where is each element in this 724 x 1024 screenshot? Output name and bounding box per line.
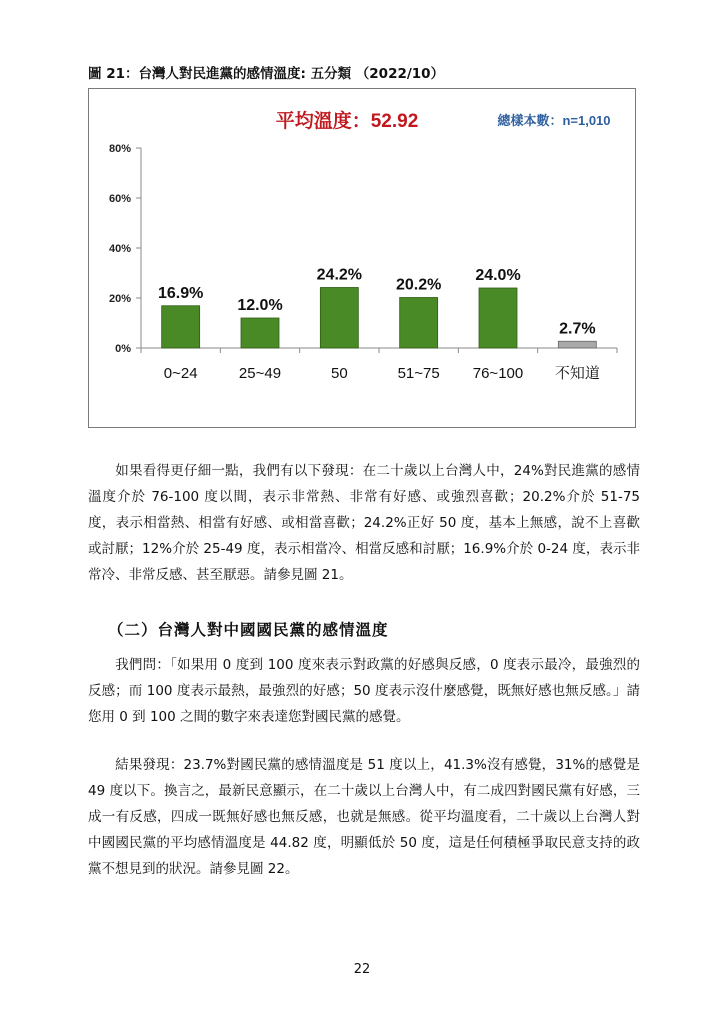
bar-0 xyxy=(162,306,200,348)
x-category-label: 76~100 xyxy=(472,365,524,382)
bar-4 xyxy=(479,288,517,348)
bar-value-label: 24.2% xyxy=(316,266,363,284)
x-category-label: 51~75 xyxy=(397,365,440,382)
section-heading: （二）台灣人對中國國民黨的感情溫度 xyxy=(108,620,389,639)
bar-1 xyxy=(241,318,279,348)
bar-value-label: 24.0% xyxy=(475,267,521,284)
x-category-label: 不知道 xyxy=(554,365,600,382)
chart-canvas xyxy=(89,89,635,427)
chart-title: 平均溫度：52.92 xyxy=(275,111,419,132)
x-category-label: 25~49 xyxy=(238,365,282,382)
page-number: 22 xyxy=(353,962,371,977)
chart-bars xyxy=(158,267,600,383)
figure-caption: 圖 21：台灣人對民進黨的感情溫度: 五分類 （2022/10） xyxy=(88,66,445,82)
paragraph-text: 結果發現：23.7%對國民黨的感情溫度是 51 度以上，41.3%沒有感覺，31%的感覺是 49 度以下。換言之，最新民意顯示，在二十歲以上台灣人中，有二成四對國民黨有好感，三成一有反感，四成一既無好感也無反感，也就是無感。從平均溫度看，二十歲以上台灣人對中國國民黨的平均感情溫度是 44.82 度，明顯低於 50 度，這是任何積極爭取民意支持的政黨不想見到的狀況。請參見圖 22。 xyxy=(88,757,640,877)
paragraph-text: 我們問：「如果用 0 度到 100 度來表示對政黨的好感與反感，0 度表示最冷，最強烈的反感；而 100 度表示最熱，最強烈的好感；50 度表示沒什麼感覺，既無好感也無反感。」請您用 0 到 100 之間的數字來表達您對國民黨的感覺。 xyxy=(88,657,640,725)
bar-5 xyxy=(558,341,596,348)
y-tick-label: 40% xyxy=(108,243,131,255)
x-category-label: 0~24 xyxy=(163,365,198,382)
sample-size-note: 總樣本數：n=1,010 xyxy=(497,113,611,128)
y-tick-label: 20% xyxy=(108,293,131,305)
paragraph-kmt-findings xyxy=(88,752,640,882)
bar-value-label: 16.9% xyxy=(157,284,204,302)
paragraph-text: 如果看得更仔細一點，我們有以下發現：在二十歲以上台灣人中，24%對民進黨的感情溫度介於 76-100 度以間，表示非常熱、非常有好感、或強烈喜歡；20.2%介於 51-75 度，表示相當熱、相當有好感、或相當喜歡；24.2%正好 50 度，基本上無感，說不上喜歡或討厭；12%介於 25-49 度，表示相當冷、相當反感和討厭；16.9%介於 0-24 度，表示非常冷、非常反感、甚至厭惡。請參見圖 21。 xyxy=(88,463,640,583)
bar-value-label: 20.2% xyxy=(395,276,442,294)
y-tick-label: 0% xyxy=(115,343,131,355)
paragraph-dpp-findings xyxy=(88,458,640,588)
bar-2 xyxy=(320,288,358,349)
bar-value-label: 12.0% xyxy=(237,297,283,314)
bar-value-label: 2.7% xyxy=(559,320,596,338)
paragraph-kmt-question xyxy=(88,652,640,730)
bar-3 xyxy=(400,298,438,349)
bar-chart xyxy=(88,88,636,428)
y-tick-label: 60% xyxy=(108,193,131,205)
x-category-label: 50 xyxy=(330,365,348,382)
y-tick-label: 80% xyxy=(108,143,131,155)
